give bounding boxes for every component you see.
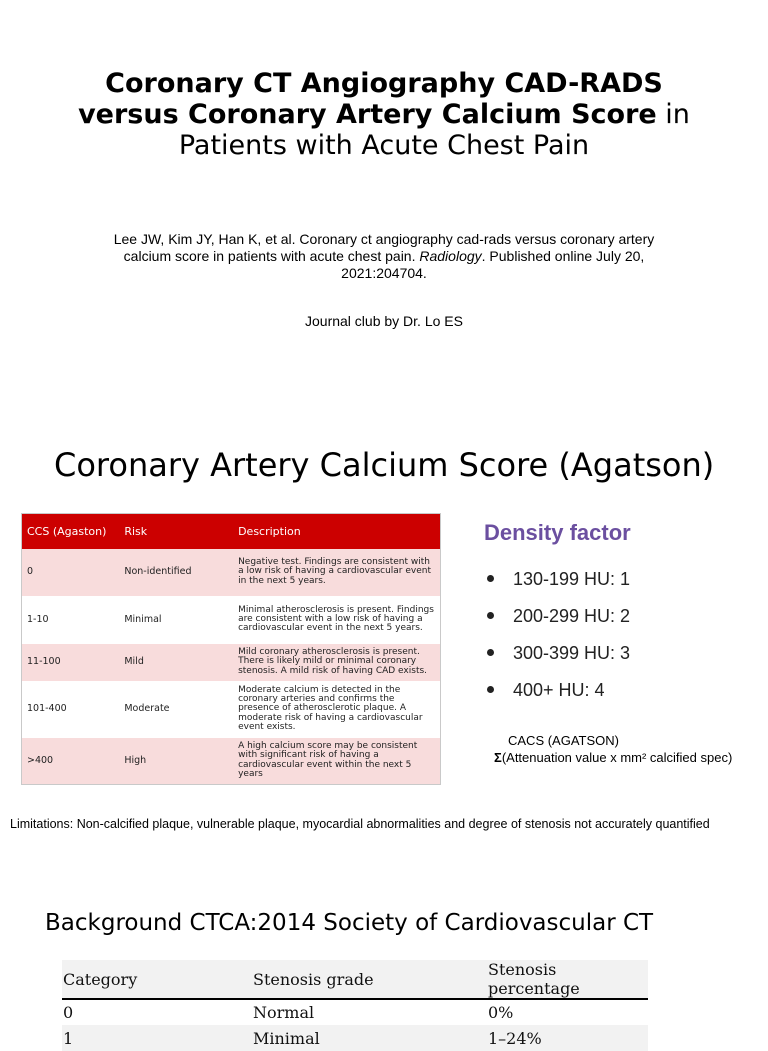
ccs-header-description: Description xyxy=(233,514,440,549)
risk-value: Non-identified xyxy=(119,549,233,596)
ccs-value: >400 xyxy=(22,738,120,785)
risk-description: Minimal atherosclerosis is present. Findings are consistent with a low risk of having a cardiovascular event in the next 5 years. xyxy=(233,596,440,644)
ccs-header-risk: Risk xyxy=(119,514,233,549)
ccs-value: 11-100 xyxy=(22,644,120,681)
list-item xyxy=(487,634,630,671)
calcium-score-title: Coronary Artery Calcium Score (Agatson) xyxy=(54,446,715,484)
sigma-symbol: Σ xyxy=(494,750,502,765)
list-item xyxy=(487,597,630,634)
stenosis-header-grade: Stenosis grade xyxy=(252,960,487,999)
risk-description: Moderate calcium is detected in the coronary arteries and confirms the presence of atherosclerotic plaque. A moderate risk of having a cardiovascular event exists. xyxy=(233,681,440,738)
risk-value: Mild xyxy=(119,644,233,681)
table-row xyxy=(22,644,441,681)
journal-club-credit: Journal club by Dr. Lo ES xyxy=(305,313,463,329)
citation-prefix: Lee JW, Kim JY, Han K, et al. Coronary ct angiography cad-rads versus coronary artery calcium score in patients with acute chest pain. xyxy=(113,231,655,264)
table-row xyxy=(22,738,441,785)
stenosis-category: 0 xyxy=(63,1003,74,1022)
ccs-table-header xyxy=(22,514,441,549)
cacs-label: CACS (AGATSON) xyxy=(508,733,619,748)
stenosis-header-percentage: Stenosis percentage xyxy=(487,960,648,999)
risk-value: Moderate xyxy=(119,681,233,738)
density-factor-list xyxy=(487,560,630,708)
table-row xyxy=(22,681,441,738)
list-item xyxy=(487,560,630,597)
table-row xyxy=(62,999,648,1025)
stenosis-percent: 0% xyxy=(488,1003,514,1022)
stenosis-grade: Minimal xyxy=(252,1025,487,1051)
table-row xyxy=(22,596,441,644)
background-title: Background CTCA:2014 Society of Cardiovascular CT xyxy=(45,910,654,936)
risk-description: Mild coronary atherosclerosis is present. There is likely mild or minimal coronary stenosis. A mild risk of having CAD exists. xyxy=(233,644,440,681)
table-row xyxy=(22,549,441,596)
risk-value: High xyxy=(119,738,233,785)
stenosis-header-category: Category xyxy=(62,960,252,999)
limitations-note: Limitations: Non-calcified plaque, vulnerable plaque, myocardial abnormalities and degree of stenosis not accurately quantified xyxy=(10,817,710,831)
cacs-formula-text: (Attenuation value x mm² calcified spec) xyxy=(501,750,733,765)
bullet-icon xyxy=(487,649,494,656)
paper-title-bold: Coronary CT Angiography CAD-RADS versus Coronary Artery Calcium Score xyxy=(78,68,663,130)
list-item xyxy=(487,671,630,708)
bullet-icon xyxy=(487,612,494,619)
stenosis-table xyxy=(62,960,648,1051)
risk-description: A high calcium score may be consistent with significant risk of having a cardiovascular event within the next 5 years xyxy=(233,738,440,785)
paper-title xyxy=(60,68,708,161)
bullet-icon xyxy=(487,686,494,693)
table-row xyxy=(62,1025,648,1051)
ccs-header-ccs: CCS (Agaston) xyxy=(22,514,120,549)
ccs-risk-table xyxy=(21,513,441,785)
stenosis-table-header xyxy=(62,960,648,999)
density-item-text: 300-399 HU: 3 xyxy=(513,642,631,663)
risk-description: Negative test. Findings are consistent with a low risk of having a cardiovascular event in the next 5 years. xyxy=(233,549,440,596)
stenosis-grade: Normal xyxy=(253,1003,315,1022)
paper-title-rest: in Patients with Acute Chest Pain xyxy=(178,99,690,161)
density-item-text: 200-299 HU: 2 xyxy=(513,605,631,626)
citation-suffix: . Published online July 20, 2021:204704. xyxy=(341,248,645,281)
stenosis-category: 1 xyxy=(62,1025,252,1051)
citation xyxy=(95,231,673,282)
citation-journal: Radiology xyxy=(419,248,482,264)
ccs-value: 101-400 xyxy=(22,681,120,738)
density-item-text: 130-199 HU: 1 xyxy=(513,568,631,589)
ccs-value: 1-10 xyxy=(22,596,120,644)
cacs-formula xyxy=(494,750,732,765)
stenosis-percent: 1–24% xyxy=(487,1025,648,1051)
density-factor-heading: Density factor xyxy=(484,520,631,545)
ccs-value: 0 xyxy=(22,549,120,596)
risk-value: Minimal xyxy=(119,596,233,644)
bullet-icon xyxy=(487,575,494,582)
density-item-text: 400+ HU: 4 xyxy=(513,679,605,700)
